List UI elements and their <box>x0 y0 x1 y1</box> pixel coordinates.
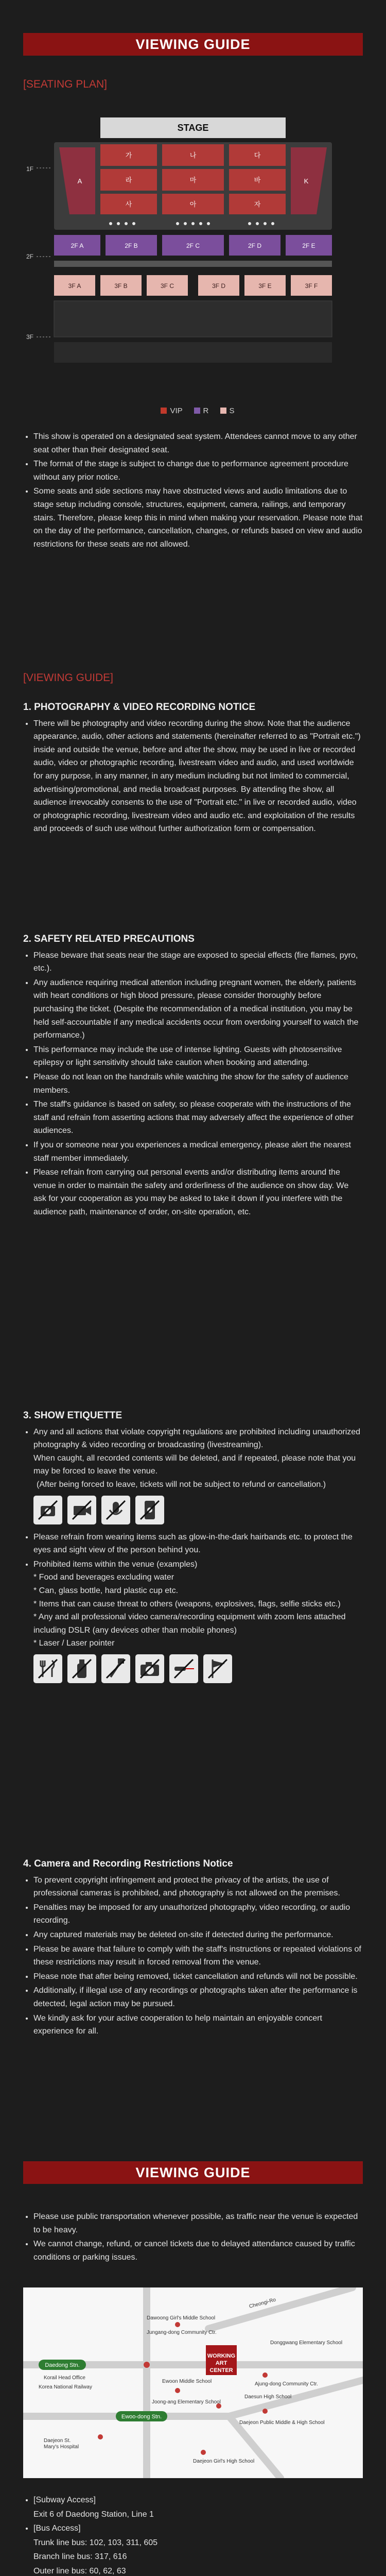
svg-text:Mary's Hospital: Mary's Hospital <box>44 2444 79 2450</box>
svg-text:Daejeon St.: Daejeon St. <box>44 2438 71 2444</box>
svg-text:2F E: 2F E <box>302 242 315 249</box>
camera-item: • Any captured materials may be deleted on-site if detected during the performance. <box>33 1928 363 1942</box>
safety-item: • Any audience requiring medical attention including pregnant women, the elderly, patients with heart conditions or high blood pressure, please consider thoroughly before purchasing the ticket. (Despite the recommendation of a medical institution, you may be held self-accountable if any medical accidents occur from overdoing yourself to watch the performance.) <box>33 976 363 1042</box>
svg-text:Jungang-dong Community Ctr.: Jungang-dong Community Ctr. <box>147 2330 217 2335</box>
svg-text:바: 바 <box>254 176 261 184</box>
no-video-icon <box>67 1496 96 1524</box>
etiquette-item: • Please refrain from wearing items such as glow-in-the-dark hairbands etc. to protect the eyes and sight view of the person behind you. <box>33 1531 363 1557</box>
etiquette-item: • Any and all actions that violate copyright regulations are prohibited including unauthorized photography & video recording or broadcasting (livestreaming). When caught, all recorded contents will be deleted, and if repeated, please note that you may be forced to leave the venue. (After being forced to leave, tickets will not be subject to refund or cancellation.) <box>33 1426 363 1492</box>
transport-note: • Please use public transportation whenever possible, as traffic near the venue is expected to be heavy. <box>33 2210 363 2236</box>
section-etiquette <box>23 1409 363 1689</box>
stage-label: STAGE <box>177 123 209 133</box>
svg-text:Dawoong Girl's Middle School: Dawoong Girl's Middle School <box>147 2315 216 2321</box>
section-safety <box>23 933 363 1219</box>
floor-label-1f: 1F <box>26 165 34 173</box>
seating-plan-title: [SEATING PLAN] <box>23 78 107 90</box>
svg-text:2F D: 2F D <box>248 242 262 249</box>
safety-item: • Please do not lean on the handrails while watching the show for the safety of audience members. <box>33 1071 363 1097</box>
no-bottle-icon <box>67 1654 96 1683</box>
legend-s-swatch <box>220 408 226 414</box>
transport-notes <box>23 2210 363 2265</box>
venue-marker-label: WORKING <box>207 2353 236 2359</box>
legend-vip-label: VIP <box>170 406 183 415</box>
svg-text:Daejeon Girl's High School: Daejeon Girl's High School <box>193 2459 255 2464</box>
svg-text:Daesun High School: Daesun High School <box>244 2394 292 2400</box>
no-dslr-icon <box>135 1654 164 1683</box>
safety-item: • Please refrain from carrying out personal events and/or distributing items around the venue in order to maintain the safety and orderliness of the audience on show day. We ask for your cooperation as you may be asked to take it down if you interfere with the audience path, maintenance of order, on-site operation, etc. <box>33 1166 363 1218</box>
safety-item: • This performance may include the use of intense lighting. Guests with photosensitive epilepsy or light sensitivity should take caution when booking and attending. <box>33 1043 363 1070</box>
venue-location-map <box>23 2287 363 2478</box>
section-photography <box>23 701 363 837</box>
access-line: • [Bus Access] <box>33 2522 363 2535</box>
safety-item: • If you or someone near you experiences a medical emergency, please alert the nearest staff member immediately. <box>33 1139 363 1165</box>
prohibition-icons-row-2 <box>33 1654 363 1683</box>
svg-text:A: A <box>77 177 82 185</box>
seating-legend <box>0 406 386 415</box>
svg-text:3F E: 3F E <box>258 282 272 290</box>
no-laser-icon <box>169 1654 198 1683</box>
camera-item: • Please note that after being removed, ticket cancellation and refunds will not be possible. <box>33 1970 363 1984</box>
svg-text:3F A: 3F A <box>68 282 81 290</box>
legend-r-label: R <box>203 406 209 415</box>
access-info <box>23 2494 363 2576</box>
svg-text:Joong-ang Elementary School: Joong-ang Elementary School <box>152 2399 221 2405</box>
viewing-guide-title: [VIEWING GUIDE] <box>23 672 114 684</box>
section-photography-title: 1. PHOTOGRAPHY & VIDEO RECORDING NOTICE <box>23 702 256 713</box>
legend-r-swatch <box>194 408 200 414</box>
camera-item: • We kindly ask for your active cooperation to help maintain an enjoyable concert experience for all. <box>33 2012 363 2038</box>
svg-text:Daejeon Public Middle & High S: Daejeon Public Middle & High School <box>239 2420 325 2426</box>
legend-s-label: S <box>229 406 235 415</box>
svg-text:3F C: 3F C <box>160 282 174 290</box>
seating-note: • The format of the stage is subject to change due to performance agreement procedure without any prior notice. <box>33 457 363 484</box>
svg-text:CENTER: CENTER <box>209 2367 233 2374</box>
access-line: Outer line bus: 60, 62, 63 <box>33 2566 126 2575</box>
seating-note: • This show is operated on a designated seat system. Attendees cannot move to any other seat other than their designated seat. <box>33 430 363 456</box>
svg-text:2F B: 2F B <box>125 242 138 249</box>
svg-text:K: K <box>304 177 309 185</box>
floor-label-2f: 2F <box>26 253 34 260</box>
legend-vip-swatch <box>161 408 167 414</box>
viewing-guide-banner: VIEWING GUIDE <box>23 33 363 56</box>
no-recording-icon <box>101 1496 130 1524</box>
section-safety-title: 2. SAFETY RELATED PRECAUTIONS <box>23 934 195 944</box>
access-line: Branch line bus: 317, 616 <box>33 2552 127 2562</box>
access-line: Trunk line bus: 102, 103, 311, 605 <box>33 2538 158 2547</box>
svg-text:Korea National Railway: Korea National Railway <box>39 2384 92 2390</box>
viewing-guide-banner-2: VIEWING GUIDE <box>23 2161 363 2184</box>
seating-note: • Some seats and side sections may have obstructed views and audio limitations due to stage setup including console, structures, equipment, camera, railings, and temporary stairs. Therefore, please keep this in mind when making your reservation. Please note that on the day of the performance, cancellation, changes, or refunds based on view and audio restrictions for these seats are not allowed. <box>33 485 363 551</box>
no-photo-icon <box>33 1496 62 1524</box>
section-camera-title: 4. Camera and Recording Restrictions Notice <box>23 1858 233 1869</box>
etiquette-item: • Prohibited items within the venue (examples) * Food and beverages excluding water * Can, glass bottle, hard plastic cup etc. * Items that can cause threat to others (weapons, explosives, flags, selfie sticks etc.) * Any and all professional video camera/recording equipment with zoom lens attached including DSLR (any devices other than mobile phones) * Laser / Laser pointer <box>33 1558 363 1650</box>
svg-text:3F B: 3F B <box>114 282 128 290</box>
section-photography-item: • There will be photography and video recording during the show. Note that the audience appearance, audio, other actions and statements (hereinafter referred to as "Portrait etc.") inside and outside the venue, before and after the show, may be used in live or recorded audio, video or photographic recording, livestream video and audio, and used worldwide for any purpose, in any manner, in any medium including but not limited to commercial, advertising/promotional, and media broadcast purposes. By attending the show, all audience irrevocably consents to the use of "Portrait etc." in live or recorded audio, video or photographic recording, livestream video and audio etc. and exploitation of the results and proceeds of such use without further authorization form or compensation. <box>33 717 363 836</box>
camera-item: • To prevent copyright infringement and protect the privacy of the artists, the use of professional cameras is prohibited, and photography is not allowed on the premises. <box>33 1874 363 1900</box>
section-da-label: 다 <box>254 151 261 159</box>
safety-item: • Please beware that seats near the stage are exposed to special effects (fire flames, pyro, etc.). <box>33 949 363 975</box>
svg-text:라: 라 <box>125 176 132 184</box>
seating-plan-map <box>23 111 363 400</box>
svg-text:사: 사 <box>125 200 132 208</box>
section-camera <box>23 1857 363 2039</box>
no-flag-icon <box>203 1654 232 1683</box>
section-na-label: 나 <box>189 151 197 159</box>
svg-text:Ajung-dong Community Ctr.: Ajung-dong Community Ctr. <box>255 2381 318 2387</box>
prohibition-icons-row-1 <box>33 1496 363 1524</box>
access-line: Exit 6 of Daedong Station, Line 1 <box>33 2510 154 2519</box>
svg-text:마: 마 <box>189 176 197 184</box>
camera-item: • Penalties may be imposed for any unauthorized photography, video recording, or audio recording. <box>33 1901 363 1927</box>
svg-text:2F C: 2F C <box>186 242 200 249</box>
camera-item: • Please be aware that failure to comply with the staff's instructions or repeated violations of these restrictions may result in forced removal from the venue. <box>33 1943 363 1969</box>
svg-text:아: 아 <box>189 200 197 208</box>
transport-note: • We cannot change, refund, or cancel tickets due to delayed attendance caused by traffic conditions or parking issues. <box>33 2238 363 2264</box>
svg-text:3F F: 3F F <box>305 282 318 290</box>
access-line: • [Subway Access] <box>33 2494 363 2507</box>
svg-text:Donggwang Elementary School: Donggwang Elementary School <box>270 2340 343 2346</box>
no-selfie-stick-icon <box>101 1654 130 1683</box>
svg-text:Ewoon Middle School: Ewoon Middle School <box>162 2379 212 2384</box>
safety-item: • The staff's guidance is based on safety, so please cooperate with the instructions of the staff and refrain from asserting actions that may adversely affect the experience of other audiences. <box>33 1098 363 1138</box>
svg-text:3F D: 3F D <box>212 282 226 290</box>
svg-text:자: 자 <box>254 200 261 208</box>
svg-text:Cheongi-Ro: Cheongi-Ro <box>248 2297 277 2310</box>
svg-text:2F A: 2F A <box>71 242 84 249</box>
svg-text:ART: ART <box>215 2360 227 2366</box>
svg-text:Korail Head Office: Korail Head Office <box>44 2375 85 2381</box>
ewoo-dong-station-label: Ewoo-dong Stn. <box>121 2414 162 2420</box>
camera-item: • Additionally, if illegal use of any recordings or photographs taken after the performance is detected, legal action may be pursued. <box>33 1984 363 2010</box>
no-food-icon <box>33 1654 62 1683</box>
no-livestream-icon <box>135 1496 164 1524</box>
section-etiquette-title: 3. SHOW ETIQUETTE <box>23 1410 122 1421</box>
section-ga-label: 가 <box>125 151 132 159</box>
seating-notes <box>23 430 363 552</box>
daedong-station-label: Daedong Stn. <box>45 2362 80 2368</box>
floor-label-3f: 3F <box>26 333 34 341</box>
